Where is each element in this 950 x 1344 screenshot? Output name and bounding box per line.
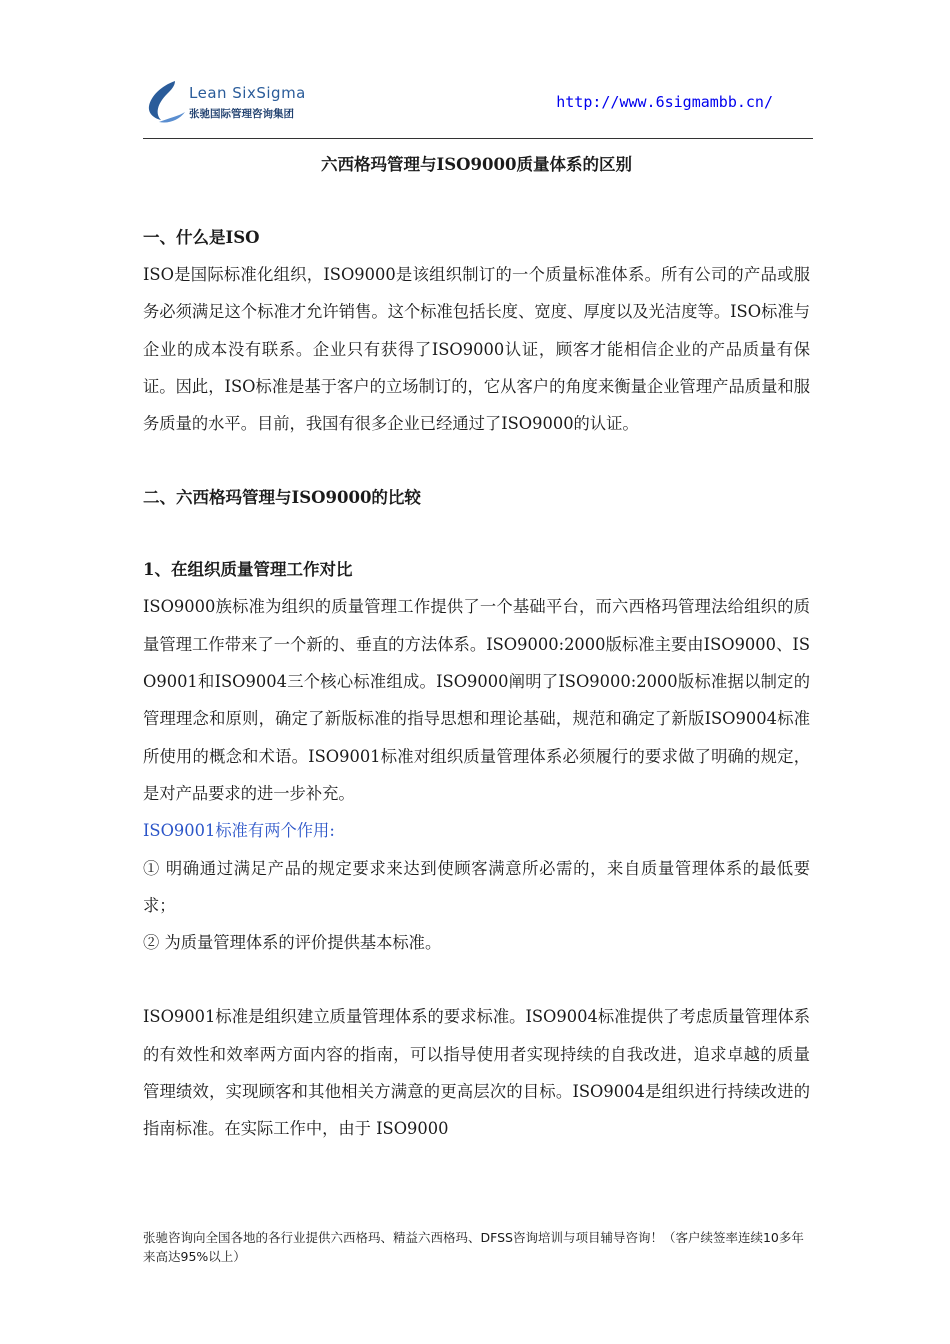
logo-brand-text: Lean SixSigma (189, 84, 306, 102)
subsection-heading-quality-management: 1、在组织质量管理工作对比 (143, 560, 353, 580)
company-logo (143, 76, 343, 132)
iso9001-roles-heading: ISO9001标准有两个作用: (143, 821, 335, 841)
iso9001-role-item: ② 为质量管理体系的评价提供基本标准。 (143, 933, 442, 953)
paragraph-iso9000-family: ISO9000族标准为组织的质量管理工作提供了一个基础平台，而六西格玛管理法给组织的质量管理工作带来了一个新的、垂直的方法体系。ISO9000:2000版标准主要由ISO9000、ISO9001和ISO9004三个核心标准组成。ISO9000阐明了ISO9000:2000版标准据以制定的管理理念和原则，确定了新版标准的指导思想和理论基础，规范和确定了新版ISO9004标准所使用的概念和术语。ISO9001标准对组织质量管理体系必须履行的要求做了明确的规定，是对产品要求的进一步补充。 (143, 597, 810, 803)
paragraph-iso9001-iso9004: ISO9001标准是组织建立质量管理体系的要求标准。ISO9004标准提供了考虑质量管理体系的有效性和效率两方面内容的指南，可以指导使用者实现持续的自我改进，追求卓越的质量管理绩效，实现顾客和其他相关方满意的更高层次的目标。ISO9004是组织进行持续改进的指南标准。在实际工作中，由于 ISO9000 (143, 1007, 810, 1139)
page-header (143, 70, 813, 140)
section-heading-comparison: 二、六西格玛管理与ISO9000的比较 (143, 488, 421, 508)
website-link[interactable]: http://www.6sigmambb.cn/ (556, 93, 773, 111)
iso9001-role-item: ① 明确通过满足产品的规定要求来达到使顾客满意所必需的，来自质量管理体系的最低要求； (143, 858, 810, 915)
section-heading-what-is-iso: 一、什么是ISO (143, 228, 260, 247)
logo-company-name: 张驰国际管理咨询集团 (189, 108, 294, 120)
sigma-swoosh-icon (145, 78, 191, 126)
document-body (143, 148, 810, 1148)
page-footer: 张驰咨询向全国各地的各行业提供六西格玛、精益六西格玛、DFSS咨询培训与项目辅导咨询！（客户续签率连续10多年来高达95%以上） (143, 1230, 804, 1264)
document-title: 六西格玛管理与ISO9000质量体系的区别 (321, 155, 632, 174)
header-divider (143, 138, 813, 139)
paragraph-what-is-iso: ISO是国际标准化组织，ISO9000是该组织制订的一个质量标准体系。所有公司的产品或服务必须满足这个标准才允许销售。这个标准包括长度、宽度、厚度以及光洁度等。ISO标准与企业的成本没有联系。企业只有获得了ISO9000认证，顾客才能相信企业的产品质量有保证。因此，ISO标准是基于客户的立场制订的，它从客户的角度来衡量企业管理产品质量和服务质量的水平。目前，我国有很多企业已经通过了ISO9000的认证。 (143, 265, 810, 434)
